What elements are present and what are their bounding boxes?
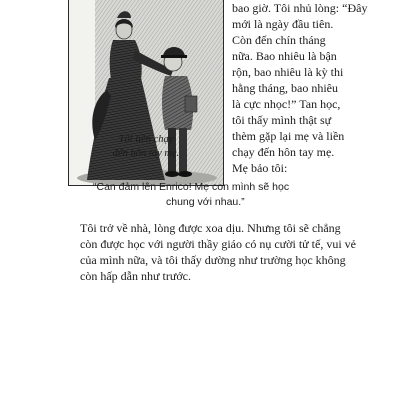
- text-line: là cực nhọc!” Tan học,: [232, 97, 341, 111]
- illustration-caption: [73, 133, 219, 161]
- body-paragraph: [80, 220, 398, 284]
- quote-line: chung với nhau.”: [166, 196, 245, 208]
- engraving-illustration: [68, 0, 224, 186]
- text-line: mới là ngày đầu tiên.: [232, 17, 334, 31]
- caption-line: đến hôn tay mẹ.: [112, 148, 180, 159]
- paragraph-line: còn hấp dẫn như trước.: [80, 269, 191, 283]
- paragraph-line: còn được học với người thầy giáo có nụ cười tử tế, vui vẻ: [80, 237, 357, 251]
- mother-quote: [93, 180, 393, 210]
- side-text-block: [232, 0, 392, 176]
- text-line: bao giờ. Tôi nhủ lòng: “Đây: [232, 1, 368, 15]
- paragraph-line: của mình nữa, và tôi thấy dường như trường học không: [80, 253, 346, 267]
- caption-line: Tôi liền chạy: [118, 134, 174, 145]
- text-line: chạy đến hôn tay mẹ.: [232, 145, 335, 159]
- text-line: nữa. Bao nhiêu là bận: [232, 49, 337, 63]
- text-line: rộn, bao nhiêu là kỳ thi: [232, 65, 344, 79]
- quote-line: “Can đảm lên Enrico! Mẹ con mình sẽ học: [93, 181, 290, 193]
- text-line: thèm gặp lại mẹ và liền: [232, 129, 345, 143]
- text-line: tôi thấy mình thật sự: [232, 113, 332, 127]
- text-line: Mẹ bảo tôi:: [232, 161, 288, 175]
- paragraph-line: Tôi trở về nhà, lòng được xoa dịu. Nhưng tôi sẽ chẳng: [80, 221, 341, 235]
- text-line: hằng tháng, bao nhiêu: [232, 81, 338, 95]
- text-line: Còn đến chín tháng: [232, 33, 326, 47]
